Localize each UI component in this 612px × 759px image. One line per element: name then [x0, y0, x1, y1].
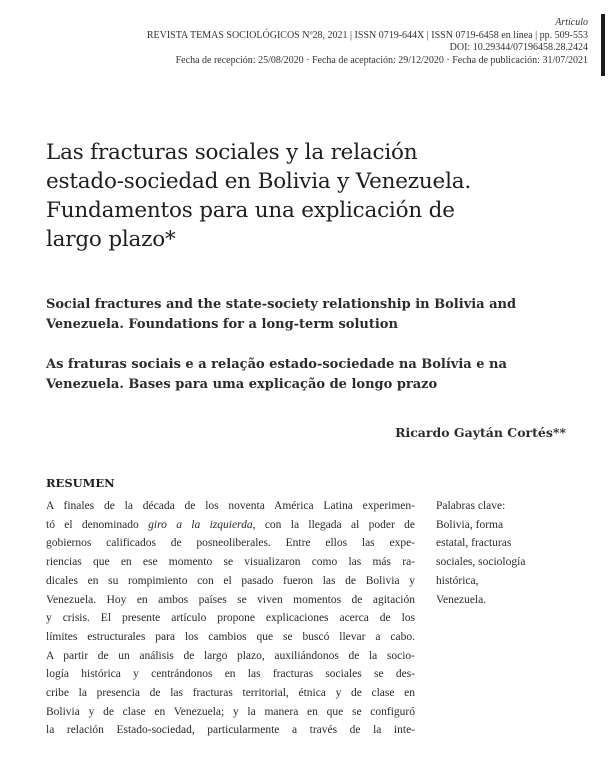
article-title	[46, 138, 566, 254]
keyword-line: Bolivia, forma	[436, 518, 504, 531]
abstract-line: A partir de un análisis de largo plazo, auxiliándonos de la socio-	[46, 649, 415, 662]
abstract-line: y crisis. El presente artículo propone explicaciones acerca de los	[46, 612, 415, 625]
doi: DOI: 10.29344/07196458.28.2424	[449, 42, 588, 53]
english-title	[46, 295, 586, 335]
abstract-line-with-italic	[46, 516, 415, 535]
keywords-label: Palabras clave:	[436, 500, 506, 512]
abstract-line: la relación Estado-sociedad, particularmente a través de la inte-	[46, 724, 415, 737]
abstract-heading: RESUMEN	[46, 476, 115, 490]
portuguese-title-line: As fraturas sociais e a relação estado-sociedade na Bolívia e na	[46, 357, 507, 372]
portuguese-title-line: Venezuela. Bases para uma explicação de longo prazo	[46, 377, 438, 392]
keyword-line: histórica,	[436, 574, 479, 587]
portuguese-title	[46, 355, 586, 395]
title-line: largo plazo*	[46, 227, 176, 252]
abstract-line: gobiernos calificados de posneoliberales. Entre ellos las expe-	[46, 537, 415, 550]
abstract-line: A finales de la década de los noventa América Latina experimen-	[46, 500, 415, 512]
abstract-line-segment: , con la llegada al poder de	[252, 518, 415, 531]
keyword-line: Venezuela.	[436, 593, 487, 606]
journal-header	[147, 17, 588, 67]
keywords-sidebar	[436, 497, 566, 609]
abstract-line-segment: tó el denominado	[46, 518, 149, 531]
abstract-line: riencias que en ese momento se visualizaron como las más ra-	[46, 556, 415, 569]
publication-dates: Fecha de recepción: 25/08/2020 · Fecha de aceptación: 29/12/2020 · Fecha de publicación: 31/07/2021	[175, 54, 588, 66]
title-line: Fundamentos para una explicación de	[46, 198, 455, 223]
italic-term: giro a la izquierda	[148, 518, 253, 531]
abstract-line: Bolivia y de clase en Venezuela; y la manera en que se configuró	[46, 705, 415, 718]
abstract-line: cribe la presencia de las fracturas territorial, étnica y de clase en	[46, 687, 415, 700]
author-name: Ricardo Gaytán Cortés**	[395, 425, 566, 440]
abstract-line: Venezuela. Hoy en ambos países se viven momentos de agitación	[46, 593, 415, 606]
english-title-line: Venezuela. Foundations for a long-term solution	[46, 317, 398, 332]
keyword-line: estatal, fracturas	[436, 537, 512, 550]
abstract-line: logía histórica y centrándonos en las fracturas sociales se des-	[46, 668, 415, 681]
margin-rule	[601, 14, 605, 76]
journal-citation: REVISTA TEMAS SOCIOLÓGICOS Nº28, 2021 | ISSN 0719-644X | ISSN 0719-6458 en línea | pp. 509-553	[146, 29, 588, 41]
title-line: Las fracturas sociales y la relación	[46, 140, 418, 165]
abstract-line: límites estructurales para los cambios que se buscó llevar a cabo.	[46, 630, 415, 643]
title-line: estado-sociedad en Bolivia y Venezuela.	[46, 169, 472, 194]
section-label: Artículo	[555, 17, 588, 28]
english-title-line: Social fractures and the state-society relationship in Bolivia and	[46, 297, 517, 312]
keyword-line: sociales, sociología	[436, 556, 526, 569]
abstract-line: dicales en su rompimiento con el pasado fueron las de Bolivia y	[46, 574, 415, 587]
abstract-text	[46, 497, 415, 740]
